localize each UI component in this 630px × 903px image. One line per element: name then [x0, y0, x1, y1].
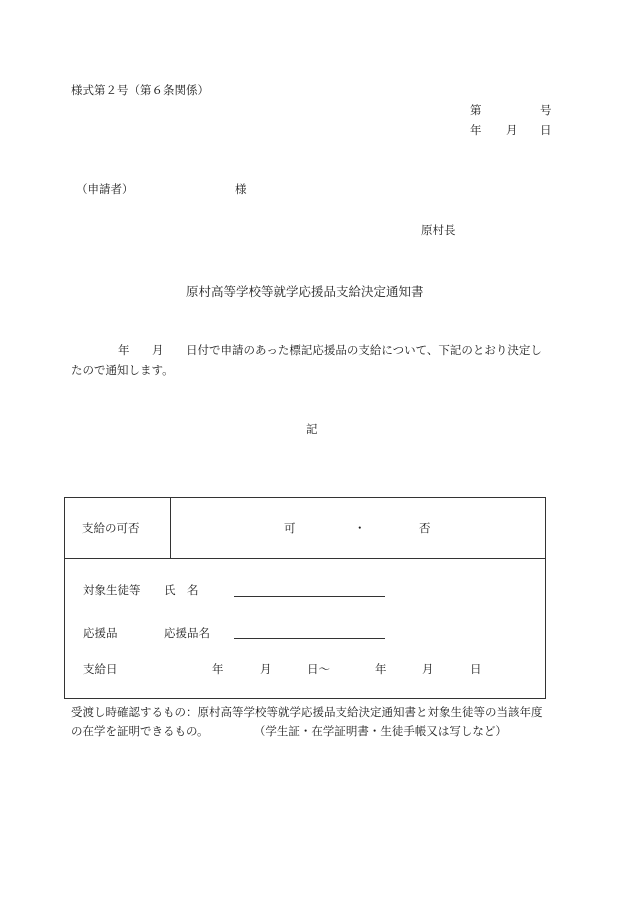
doc-number-suffix: 号	[540, 103, 552, 117]
name-label: 氏 名	[164, 583, 199, 597]
name-field-line[interactable]	[234, 596, 385, 597]
note-line2	[71, 722, 571, 741]
to-month: 月	[422, 662, 434, 676]
details-cell	[65, 559, 546, 699]
note-line2-b: （学生証・在学証明書・生徒手帳又は写しなど）	[253, 724, 507, 738]
sender-name: 原村長	[421, 223, 456, 237]
deny-option[interactable]: 否	[419, 521, 431, 535]
document-title: 原村高等学校等就学応援品支給決定通知書	[186, 284, 424, 299]
to-day: 日	[470, 662, 482, 676]
approve-option[interactable]: 可	[284, 521, 296, 535]
note-line1: 受渡し時確認するもの：原村高等学校等就学応援品支給決定通知書と対象生徒等の当該年度	[71, 705, 543, 719]
option-separator: ・	[354, 521, 366, 535]
form-number: 様式第２号（第６条関係）	[71, 83, 209, 97]
approval-label-cell	[65, 498, 171, 559]
body-month: 月	[152, 343, 164, 357]
date-day: 日	[540, 123, 552, 137]
decision-table	[64, 497, 546, 699]
doc-number-prefix: 第	[470, 103, 482, 117]
applicant-label: （申請者）	[76, 182, 134, 196]
approval-label: 支給の可否	[82, 521, 140, 535]
item-name-label: 応援品名	[164, 626, 210, 640]
from-day: 日〜	[307, 662, 330, 676]
item-name-field-line[interactable]	[234, 638, 385, 639]
body-line1: 日付で申請のあった標記応援品の支給について、下記のとおり決定し	[186, 343, 542, 357]
to-year: 年	[375, 662, 387, 676]
body-year: 年	[118, 343, 130, 357]
body-line2: たので通知します。	[71, 363, 174, 377]
from-year: 年	[212, 662, 224, 676]
ki-mark: 記	[306, 422, 318, 436]
from-month: 月	[260, 662, 272, 676]
item-label: 応援品	[83, 626, 118, 640]
date-year: 年	[470, 123, 482, 137]
payment-date-label: 支給日	[83, 662, 118, 676]
honorific: 様	[235, 182, 247, 196]
verification-note	[71, 703, 571, 741]
approval-options-cell	[171, 498, 546, 559]
date-month: 月	[506, 123, 518, 137]
note-line2-a: の在学を証明できるもの。	[71, 724, 209, 738]
student-label: 対象生徒等	[83, 583, 141, 597]
